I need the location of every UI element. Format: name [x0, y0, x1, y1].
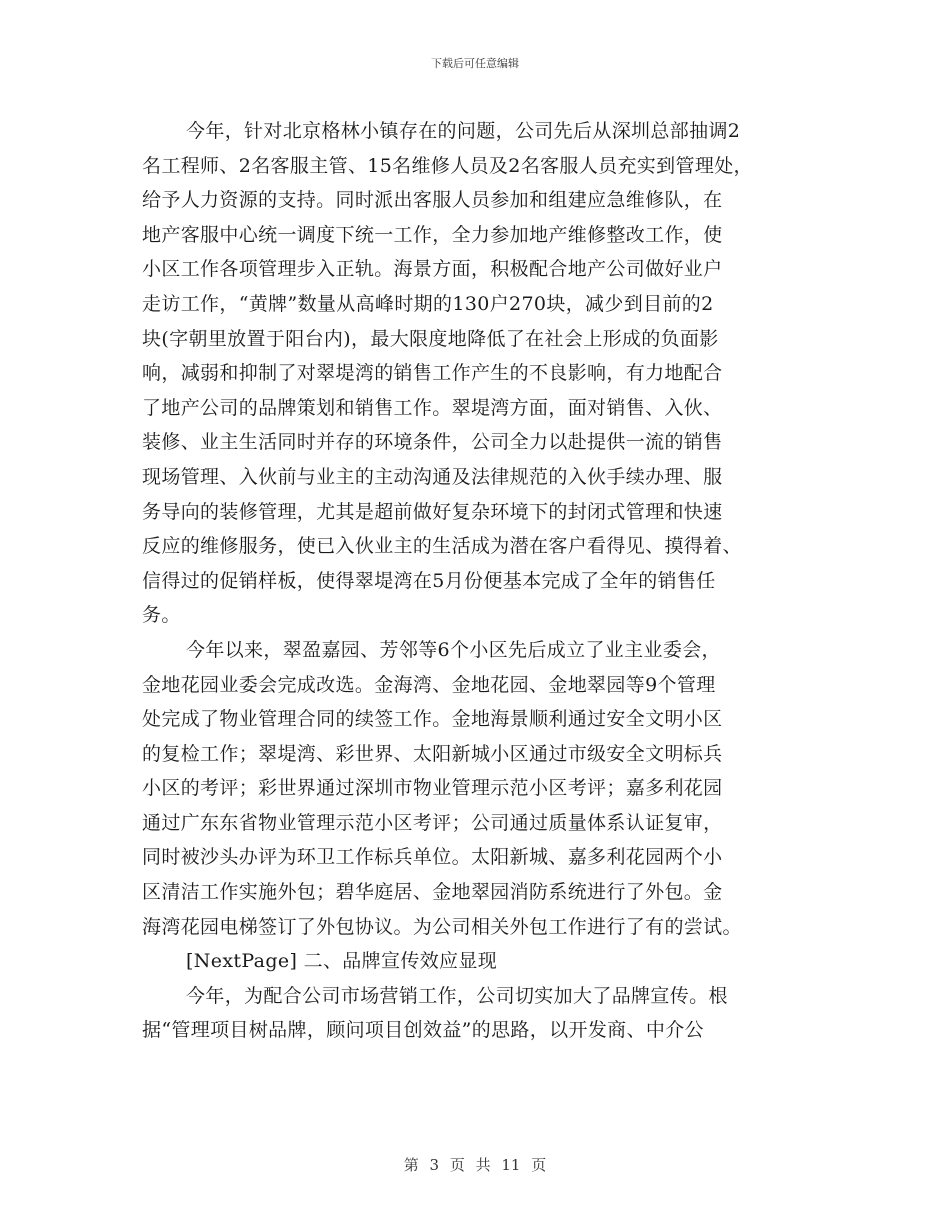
text-line: 地产客服中心统一调度下统一工作，全力参加地产维修整改工作，使	[142, 223, 723, 246]
text-line: 通过广东东省物业管理示范小区考评；公司通过质量体系认证复审，	[142, 811, 723, 834]
text-line: 块(字朝里放置于阳台内)，最大限度地降低了在社会上形成的负面影	[142, 327, 719, 350]
text-line: 务。	[142, 604, 181, 627]
text-line: 务导向的装修管理，尤其是超前做好复杂环境下的封闭式管理和快速	[142, 500, 723, 523]
text-line: 信得过的促销样板，使得翠堤湾在5月份便基本完成了全年的销售任	[142, 569, 716, 592]
text-line: 装修、业主生活同时并存的环境条件，公司全力以赴提供一流的销售	[142, 431, 723, 454]
text-line: 了地产公司的品牌策划和销售工作。翠堤湾方面，面对销售、入伙、	[142, 396, 723, 419]
page-header-note: 下载后可任意编辑	[431, 57, 519, 70]
text-line: 现场管理、入伙前与业主的主动沟通及法律规范的入伙手续办理、服	[142, 465, 723, 488]
section-heading: [NextPage] 二、品牌宣传效应显现	[186, 950, 498, 973]
text-line: 据“管理项目树品牌，顾问项目创效益”的思路，以开发商、中介公	[142, 1019, 704, 1042]
text-line: 今年，为配合公司市场营销工作，公司切实加大了品牌宣传。根	[186, 984, 728, 1007]
text-line: 反应的维修服务，使已入伙业主的生活成为潜在客户看得见、摸得着、	[142, 535, 742, 558]
text-line: 今年以来，翠盈嘉园、芳邻等6个小区先后成立了业主业委会，	[186, 638, 721, 661]
text-line: 处完成了物业管理合同的续签工作。金地海景顺利通过安全文明小区	[142, 708, 723, 731]
text-line: 的复检工作；翠堤湾、彩世界、太阳新城小区通过市级安全文明标兵	[142, 742, 723, 765]
text-line: 给予人力资源的支持。同时派出客服人员参加和组建应急维修队，在	[142, 189, 723, 212]
text-line: 响，减弱和抑制了对翠堤湾的销售工作产生的不良影响，有力地配合	[142, 362, 723, 385]
text-line: 名工程师、2名客服主管、15名维修人员及2名客服人员充实到管理处，	[142, 154, 753, 177]
text-line: 金地花园业委会完成改选。金海湾、金地花园、金地翠园等9个管理	[142, 673, 716, 696]
text-line: 同时被沙头办评为环卫工作标兵单位。太阳新城、嘉多利花园两个小	[142, 846, 723, 869]
text-line: 今年，针对北京格林小镇存在的问题，公司先后从深圳总部抽调2	[186, 120, 741, 142]
page-number: 第 3 页 共 11 页	[403, 1156, 547, 1174]
text-line: 小区的考评；彩世界通过深圳市物业管理示范小区考评；嘉多利花园	[142, 777, 723, 800]
document-body	[142, 114, 810, 1048]
text-line: 走访工作，“黄牌”数量从高峰时期的130户270块，减少到目前的2	[142, 292, 714, 315]
text-line: 小区工作各项管理步入正轨。海景方面，积极配合地产公司做好业户	[142, 258, 723, 281]
text-line: 海湾花园电梯签订了外包协议。为公司相关外包工作进行了有的尝试。	[142, 915, 742, 938]
text-line: 区清洁工作实施外包；碧华庭居、金地翠园消防系统进行了外包。金	[142, 881, 723, 904]
